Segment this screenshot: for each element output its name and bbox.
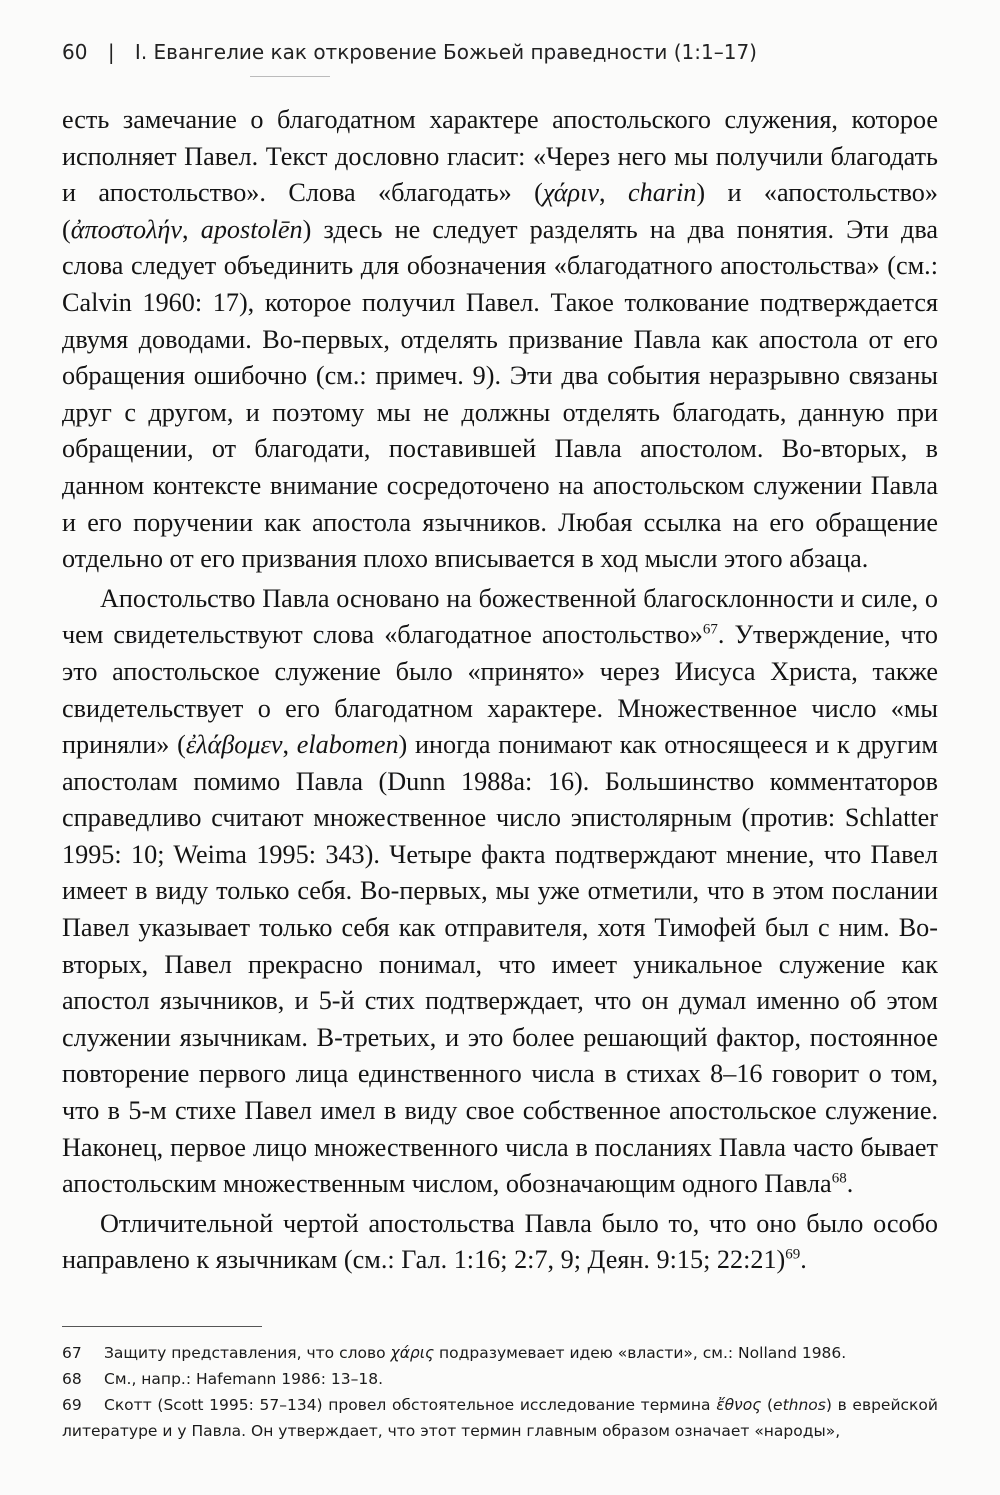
italic-term: ἀποστολήν: [70, 214, 183, 244]
text-run: Отличительной чертой апостольства Павла было то, что оно было особо направлено к язычникам (см.: Гал. 1:16; 2:7, 9; Деян. 9:15; 22:21): [62, 1208, 938, 1275]
italic-term: apostolēn: [200, 214, 303, 244]
italic-term: ἔθνος: [716, 1396, 762, 1414]
text-run: См., напр.: Hafemann 1986: 13–18.: [104, 1370, 384, 1388]
footnote-number: 68: [62, 1370, 82, 1388]
body-text: [62, 102, 938, 1279]
text-run: подразумевает идею «власти», см.: Nolland 1986.: [434, 1344, 847, 1362]
running-title: I. Евангелие как откровение Божьей праведности (1:1–17): [134, 40, 757, 64]
italic-term: charin: [627, 178, 697, 208]
text-run: Скотт (Scott 1995: 57–134) провел обстоятельное исследование термина: [104, 1396, 717, 1414]
text-run: есть замечание о благодатном характере апостольского служения, которое исполняет Павел. Текст дословно гласит: «Через него мы получили благодать и апостольство». Слова «благодать» (: [62, 105, 938, 208]
text-run: ,: [182, 214, 201, 244]
text-run: Апостольство Павла основано на божественной благосклонности и силе, о чем свидетельствуют слова «благодатное апостольство»: [62, 583, 938, 650]
footnote-ref: 68: [831, 1170, 847, 1187]
footnote-number: 67: [62, 1344, 82, 1362]
italic-term: χάρις: [390, 1344, 435, 1362]
italic-term: ethnos: [773, 1396, 826, 1414]
text-run: (: [761, 1396, 774, 1414]
footnote-text: [104, 1370, 383, 1388]
italic-term: elabomen: [296, 730, 399, 760]
text-run: ,: [599, 178, 628, 208]
footnote-ref: 69: [785, 1246, 801, 1263]
header-separator: |: [107, 40, 115, 64]
footnote-number: 69: [62, 1396, 82, 1414]
text-run: ) и «апостольство» (: [62, 178, 938, 244]
footnote: [62, 1392, 938, 1444]
text-run: ,: [282, 730, 297, 760]
text-run: ) иногда понимают как относящееся и к другим апостолам помимо Павла (Dunn 1988a: 16). Большинство комментаторов справедливо считают множественное число эпистолярным (против: Schlatter 1995: 10; Weima 1995: 343). Четыре факта подтверждают мнение, что Павел имеет в виду только себя. Во-первых, мы уже отметили, что в этом послании Павел указывает только себя как отправителя, хотя Тимофей был с ним. Во-вторых, Павел прекрасно понимал, что имеет уникальное служение как апостол язычников, и 5-й стих подтверждает, что он думал именно об этом служении язычникам. В-третьих, и это более решающий фактор, постоянное повторение первого лица единственного числа в стихах 8–16 говорит о том, что в 5-м стихе Павел имел в виду свое собственное апостольское служение. Наконец, первое лицо множественного числа в посланиях Павла часто бывает апостольским множественным числом, обозначающим одного Павла: [62, 730, 938, 1199]
paragraph: [62, 102, 938, 578]
footnote-text: [104, 1344, 846, 1362]
italic-term: ἐλάβομεν: [185, 730, 283, 760]
running-header: [62, 40, 757, 64]
text-run: Защиту представления, что слово: [104, 1344, 391, 1362]
header-rule: [250, 76, 330, 77]
text-run: .: [846, 1169, 854, 1199]
text-run: .: [800, 1245, 807, 1275]
footnote: [62, 1340, 938, 1366]
page-number: 60: [62, 40, 88, 64]
text-run: ) здесь не следует разделять на два понятия. Эти два слова следует объединить для обозначения «благодатного апостольства» (см.: Calvin 1960: 17), которое получил Павел. Такое толкование подтверждается двумя доводами. Во-первых, отделять призвание Павла как апостола от его обращения ошибочно (см.: примеч. 9). Эти два события неразрывно связаны друг с другом, и поэтому мы не должны отделять благодать, данную при обращении, от благодати, поставившей Павла апостолом. Во-вторых, в данном контексте внимание сосредоточено на апостольском служении Павла и его поручении как апостола язычников. Любая ссылка на его обращение отдельно от его призвания плохо вписывается в ход мысли этого абзаца.: [62, 214, 939, 574]
italic-term: χάριν: [542, 178, 600, 208]
footnotes: [62, 1340, 938, 1444]
paragraph: [62, 581, 938, 1203]
footnote-rule: [62, 1326, 262, 1327]
footnote: [62, 1366, 938, 1392]
text-run: . Утверждение, что это апостольское служение было «принято» через Иисуса Христа, также свидетельствует о его благодатном характере. Множественное число «мы приняли» (: [62, 620, 938, 760]
paragraph: [62, 1206, 938, 1279]
footnote-ref: 67: [702, 621, 718, 638]
footnote-text: [62, 1396, 938, 1440]
text-run: ) в еврейской литературе и у Павла. Он утверждает, что этот термин главным образом означает «народы»,: [62, 1396, 938, 1440]
